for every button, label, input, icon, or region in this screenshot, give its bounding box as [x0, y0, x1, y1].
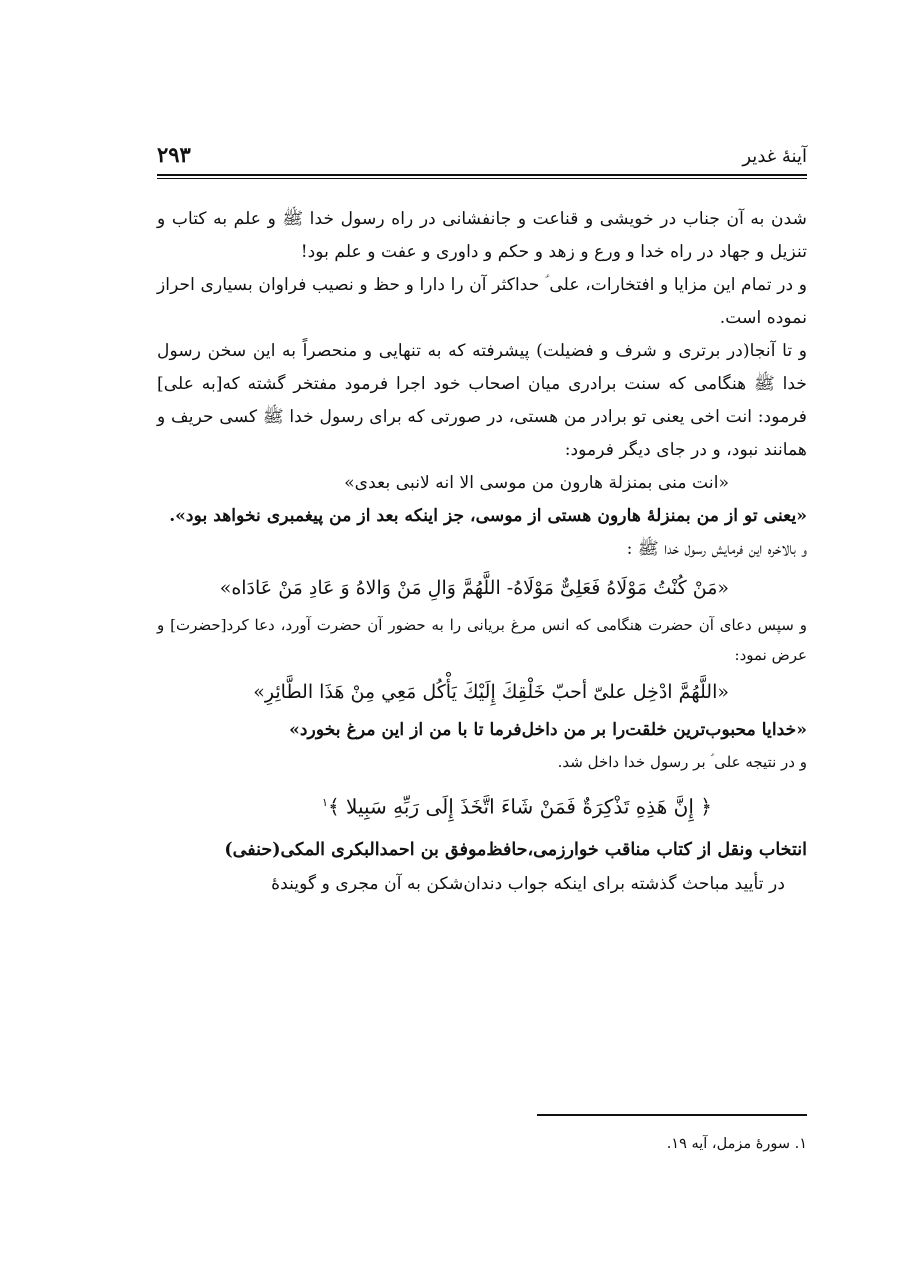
hadith-ghadir: «مَنْ کُنْتُ مَوْلَاهُ فَعَلِیٌّ مَوْلَاهُ- اللَّهُمَّ وَالِ مَنْ وَالاهُ وَ عَادِ مَنْ عَادَاه»	[219, 577, 729, 599]
document-page	[157, 138, 807, 1258]
section-paragraph: در تأیید مباحث گذشته برای اینکه جواب دندان‌شکن به آن مجری و گویندهٔ	[271, 873, 785, 894]
header-rule-thick	[157, 174, 807, 176]
section-heading: انتخاب ونقل از كتاب مناقب خوارزمی،حافظ‌موفق بن احمدالبكری المكی(حنفی)	[224, 839, 807, 860]
hadith-tair: «اللَّهُمَّ ادْخِل علیّ أحبّ خَلْقِكَ إِلَیْكَ یَأْكُل مَعِي مِنْ هَذَا الطَّائِرِ»	[253, 681, 729, 703]
footnote-rule	[537, 1114, 807, 1116]
paragraph-5: و سپس دعای آن حضرت هنگامی که انس مرغ بریانی را به حضور آن حضرت آورد، دعا کرد[حضرت] و عرض نمود:	[157, 616, 807, 664]
verse-text: ﴿ إِنَّ هَذِهِ تَذْكِرَةٌ فَمَنْ شَاءَ اتَّخَذَ إِلَى رَبِّهِ سَبِيلا ﴾	[327, 794, 712, 819]
footnote-marker: ۱	[322, 796, 328, 809]
footnote: ۱. سورهٔ مزمل، آیه ۱۹.	[666, 1136, 807, 1152]
hadith-manzila-translation: «یعنی تو از من بمنزلهٔ هارون هستی از موسی، جز اینکه بعد از من پیغمبری نخواهد بود».	[169, 506, 807, 526]
paragraph-1: شدن به آن جناب در خویشی و قناعت و جانفشانی در راه رسول خدا ﷺ و علم به کتاب و تنزیل و جهاد در راه خدا و ورع و زهد و حکم و داوری و عفت و علم بود!	[157, 209, 807, 262]
page-number: ۲۹۳	[157, 142, 191, 167]
hadith-manzila: «انت منی بمنزلة هارون من موسی الا انه لانبی بعدی»	[344, 473, 729, 493]
paragraph-2: و در تمام این مزایا و افتخارات، علی ؑ حداکثر آن را دارا و حظ و نصیب فراوان بسیاری احراز نموده است.	[157, 275, 807, 328]
page-header	[157, 138, 807, 172]
hadith-tair-translation: «خدایا محبوب‌ترین خلقت‌را بر من داخل‌فرما تا با من از این مرغ بخورد»	[289, 720, 807, 740]
quran-verse	[157, 777, 807, 833]
main-text	[157, 203, 807, 901]
paragraph-4: و بالاخره این فرمایش رسول خدا ﷺ :	[626, 539, 807, 559]
paragraph-6: و در نتیجه علی ؑ بر رسول خدا داخل شد.	[557, 753, 807, 771]
paragraph-3: و تا آنجا(در برتری و شرف و فضیلت) پیشرفته که به تنهایی و منحصراً به این سخن رسول خدا ﷺ هنگامی که سنت برادری میان اصحاب خود اجرا فرمود مفتخر گشته که[به علی] فرمود: انت اخی یعنی تو برادر من هستی، در صورتی که برای رسول خدا ﷺ کسی حریف و همانند نبود، و در جای دیگر فرمود:	[157, 341, 807, 460]
header-rule-thin	[157, 178, 807, 179]
book-title: آینهٔ غدیر	[742, 146, 807, 167]
